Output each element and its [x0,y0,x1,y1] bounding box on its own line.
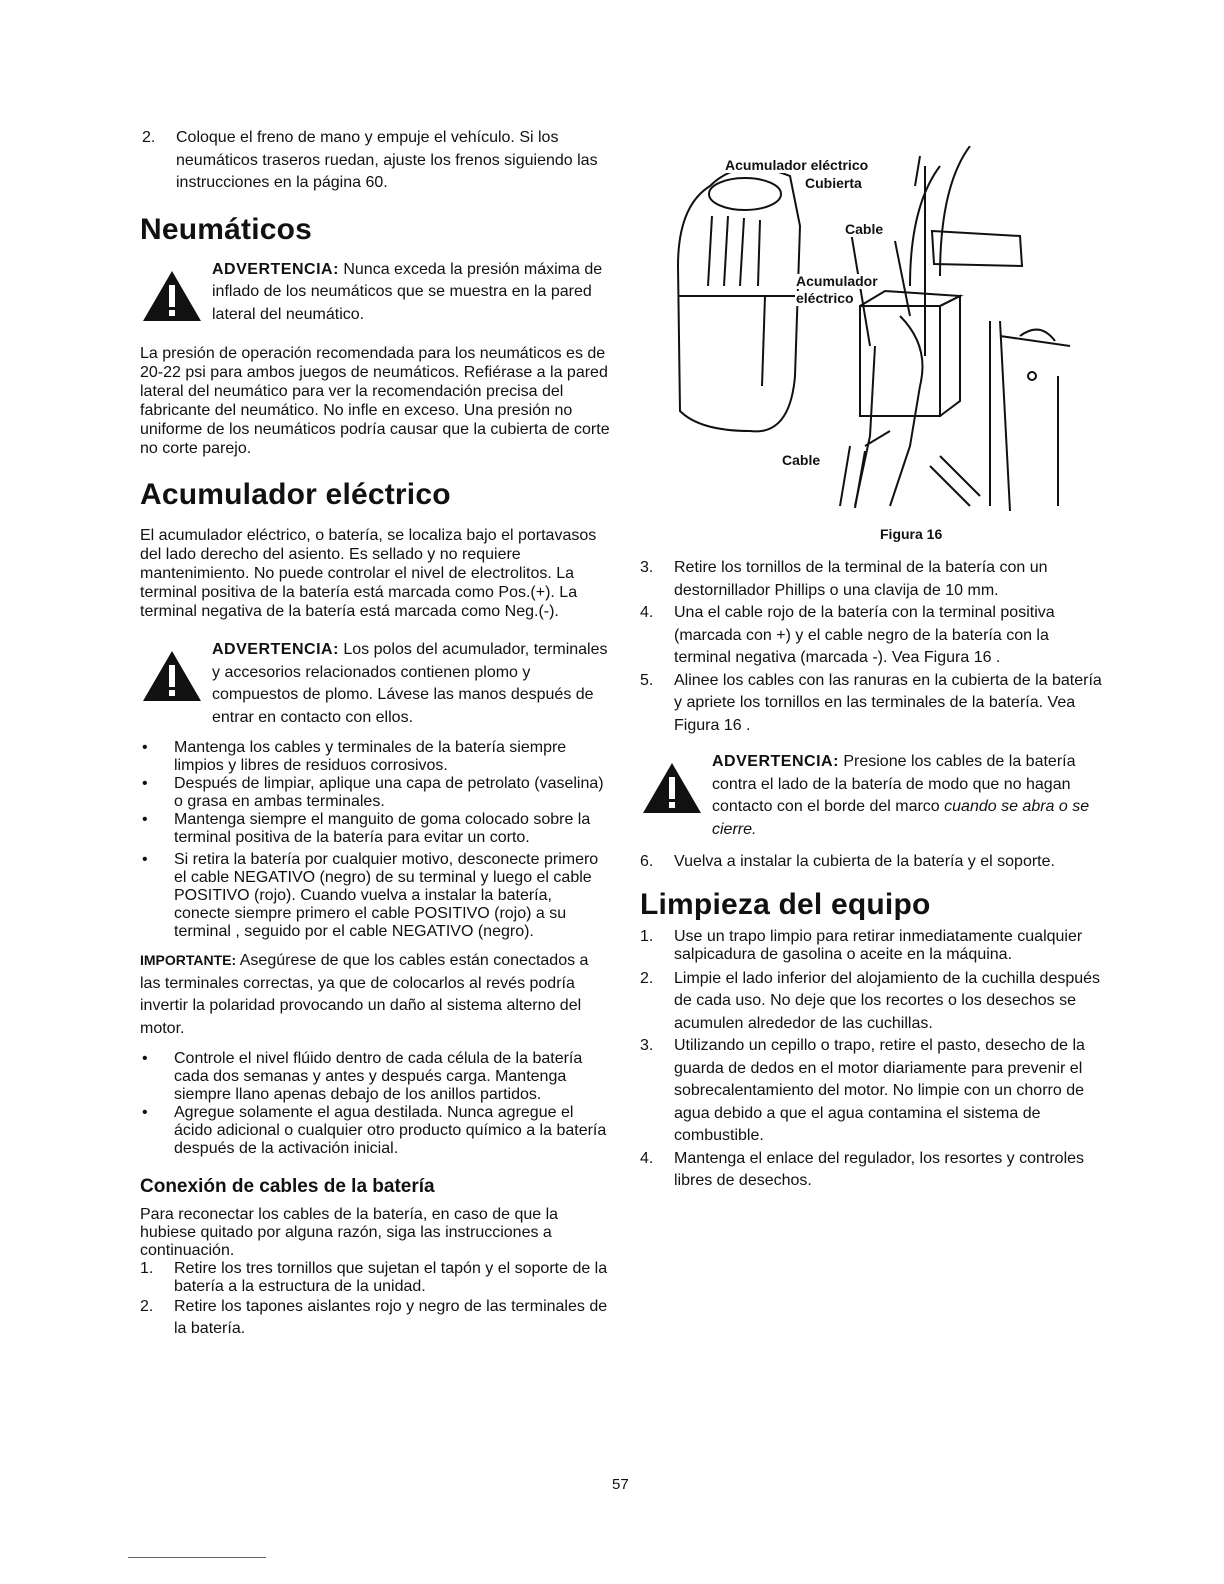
bullet-icon: • [142,775,148,792]
list-number: 1. [140,1260,154,1277]
list-item [140,851,610,941]
warning-text: Presione los cables de la batería contra el lado de la batería de modo que no hagan contacto con el borde del marco [712,753,1076,815]
list-item [640,928,1104,964]
bullet-icon: • [142,851,148,868]
list-number: 2. [142,129,156,146]
list-item [640,851,1104,874]
list-number: 6. [640,853,654,870]
important-note [140,949,610,1040]
list-item [640,1148,1104,1193]
list-item [140,1260,610,1296]
list-number: 5. [640,671,654,689]
warning-text-italic: cuando se abra o se cierre. [712,798,1090,838]
list-item [640,670,1104,738]
list-text: Mantenga los cables y terminales de la batería siempre limpios y libres de residuos corrosivos. [174,739,567,774]
figure-caption: Figura 16 [880,526,943,542]
list-item [640,557,1104,602]
list-text: Retire los tapones aislantes rojo y negro de las terminales de la batería. [174,1298,608,1337]
list-text: Si retira la batería por cualquier motivo, desconecte primero el cable NEGATIVO (negro) de su terminal y luego el cable POSITIVO (rojo). Cuando vuelva a instalar la batería, conecte siempre primero el cable POSITIVO (rojo) a su terminal , seguido por el cable NEGATIVO (negro). [174,851,599,940]
list-text: Coloque el freno de mano y empuje el vehículo. Si los neumáticos traseros ruedan, ajuste los frenos siguiendo las instrucciones en la página 60. [176,129,598,191]
figure-label: Cable [845,221,884,237]
list-number: 3. [640,559,654,576]
numbered-list [140,1260,610,1340]
battery-diagram [670,146,1070,516]
paragraph: La presión de operación recomendada para los neumáticos es de 20-22 psi para ambos juegos de neumáticos. Refiérase a la pared lateral del neumático para ver la recomendación precisa del fabricante del neumático. No infle en exceso. Una presión no uniforme de los neumáticos podría causar que la cubierta de corte no corte parejo. [140,345,610,457]
list-number: 4. [640,604,654,621]
section-title-conexion: Conexión de cables de la batería [140,1176,435,1197]
important-text: Asegúrese de que los cables están conectados a las terminales correctas, ya que de colocarlos al revés podría invertir la polaridad provocando un daño al sistema alterno del motor. [140,952,589,1037]
list-item [140,1296,610,1340]
paragraph: Para reconectar los cables de la batería, en caso de que la hubiese quitado por alguna razón, siga las instrucciones a continuación. [140,1206,559,1259]
list-text: Alinee los cables con las ranuras en la cubierta de la batería y apriete los tornillos en las terminales de la batería. Vea Figura 16 . [674,671,1102,734]
list-text: Agregue solamente el agua destilada. Nunca agregue el ácido adicional o cualquier otro producto químico a la batería después de la activación inicial. [174,1104,607,1157]
list-item [140,739,610,775]
list-item [140,1050,610,1104]
figure-label: Cubierta [805,175,862,191]
figure-16 [670,146,1070,516]
warning-label: ADVERTENCIA: [712,753,839,770]
bullet-icon: • [142,1050,148,1067]
list-text: Una el cable rojo de la batería con la terminal positiva (marcada con +) y el cable negro de la batería con la terminal negativa (marcada -). Vea Figura 16 . [674,604,1055,666]
list-item [640,602,1104,670]
list-item [140,775,610,811]
list-text: Mantenga siempre el manguito de goma colocado sobre la terminal positiva de la batería para evitar un corto. [174,811,591,846]
figure-label: Acumulador [796,273,878,289]
right-column [640,557,1104,1193]
figure-label: eléctrico [796,290,854,306]
list-item [140,811,610,847]
figure-label: Acumulador eléctrico [725,157,869,173]
warning-label: ADVERTENCIA: [212,260,339,278]
list-item [140,1104,610,1158]
section-title-neumaticos: Neumáticos [140,212,313,246]
list-item [640,1035,1104,1148]
warning-triangle-icon [143,651,201,701]
numbered-list [640,928,1104,1193]
list-number: 4. [640,1149,654,1167]
list-text: Después de limpiar, aplique una capa de petrolato (vaselina) o grasa en ambas terminales. [174,775,604,810]
list-text: Utilizando un cepillo o trapo, retire el pasto, desecho de la guarda de dedos en el motor diariamente para prevenir el sobrecalentamiento del motor. No limpie con un chorro de agua debido a que el agua contamina el sistema de combustible. [674,1037,1085,1144]
section-title-limpieza: Limpieza del equipo [640,887,931,921]
numbered-list [640,557,1104,737]
warning-block [140,639,610,729]
figure-label: Cable [782,452,821,468]
list-text: Use un trapo limpio para retirar inmediatamente cualquier salpicadura de gasolina o aceite en la máquina. [674,927,1083,963]
list-text: Mantenga el enlace del regulador, los resortes y controles libres de desechos. [674,1149,1085,1189]
list-text: Retire los tres tornillos que sujetan el tapón y el soporte de la batería a la estructura de la unidad. [174,1260,608,1295]
left-column [140,127,610,1340]
list-item [142,127,610,195]
warning-triangle-icon [643,763,701,813]
list-number: 3. [640,1037,654,1054]
bullet-icon: • [142,1104,148,1121]
important-label: IMPORTANTE: [140,952,237,968]
warning-text: Nunca exceda la presión máxima de inflado de los neumáticos que se muestra en la pared lateral del neumático. [212,260,603,323]
paragraph: El acumulador eléctrico, o batería, se localiza bajo el portavasos del lado derecho del asiento. Es sellado y no requiere mantenimiento. No puede controlar el nivel de electrolitos. La terminal positiva de la batería está marcada como Pos.(+). La terminal negativa de la batería está marcada como Neg.(-). [140,527,597,620]
list-number: 2. [140,1298,154,1315]
list-text: Limpie el lado inferior del alojamiento de la cuchilla después de cada uso. No deje que los recortes o los desechos se acumulen alrededor de las cuchillas. [674,969,1101,1032]
footer-rule [128,1557,266,1558]
list-text: Controle el nivel flúido dentro de cada célula de la batería cada dos semanas y antes y después carga. Mantenga siempre llano apenas debajo de los anillos partidos. [174,1050,583,1103]
bullet-icon: • [142,811,148,828]
page-number: 57 [612,1476,629,1493]
list-text: Vuelva a instalar la cubierta de la batería y el soporte. [674,853,1055,870]
section-title-acumulador: Acumulador eléctrico [140,478,451,511]
warning-block [640,751,1104,841]
bullet-list [140,739,610,941]
list-number: 2. [640,969,654,987]
warning-text: Los polos del acumulador, terminales y accesorios relacionados contienen plomo y compuestos de plomo. Lávese las manos después de entrar en contacto con ellos. [212,641,608,726]
list-text: Retire los tornillos de la terminal de la batería con un destornillador Phillips o una clavija de 10 mm. [674,559,1048,599]
list-item [640,968,1104,1036]
list-number: 1. [640,927,654,945]
warning-block [140,259,610,327]
warning-triangle-icon [143,271,201,321]
bullet-list [140,1050,610,1158]
warning-label: ADVERTENCIA: [212,641,339,658]
bullet-icon: • [142,739,148,756]
